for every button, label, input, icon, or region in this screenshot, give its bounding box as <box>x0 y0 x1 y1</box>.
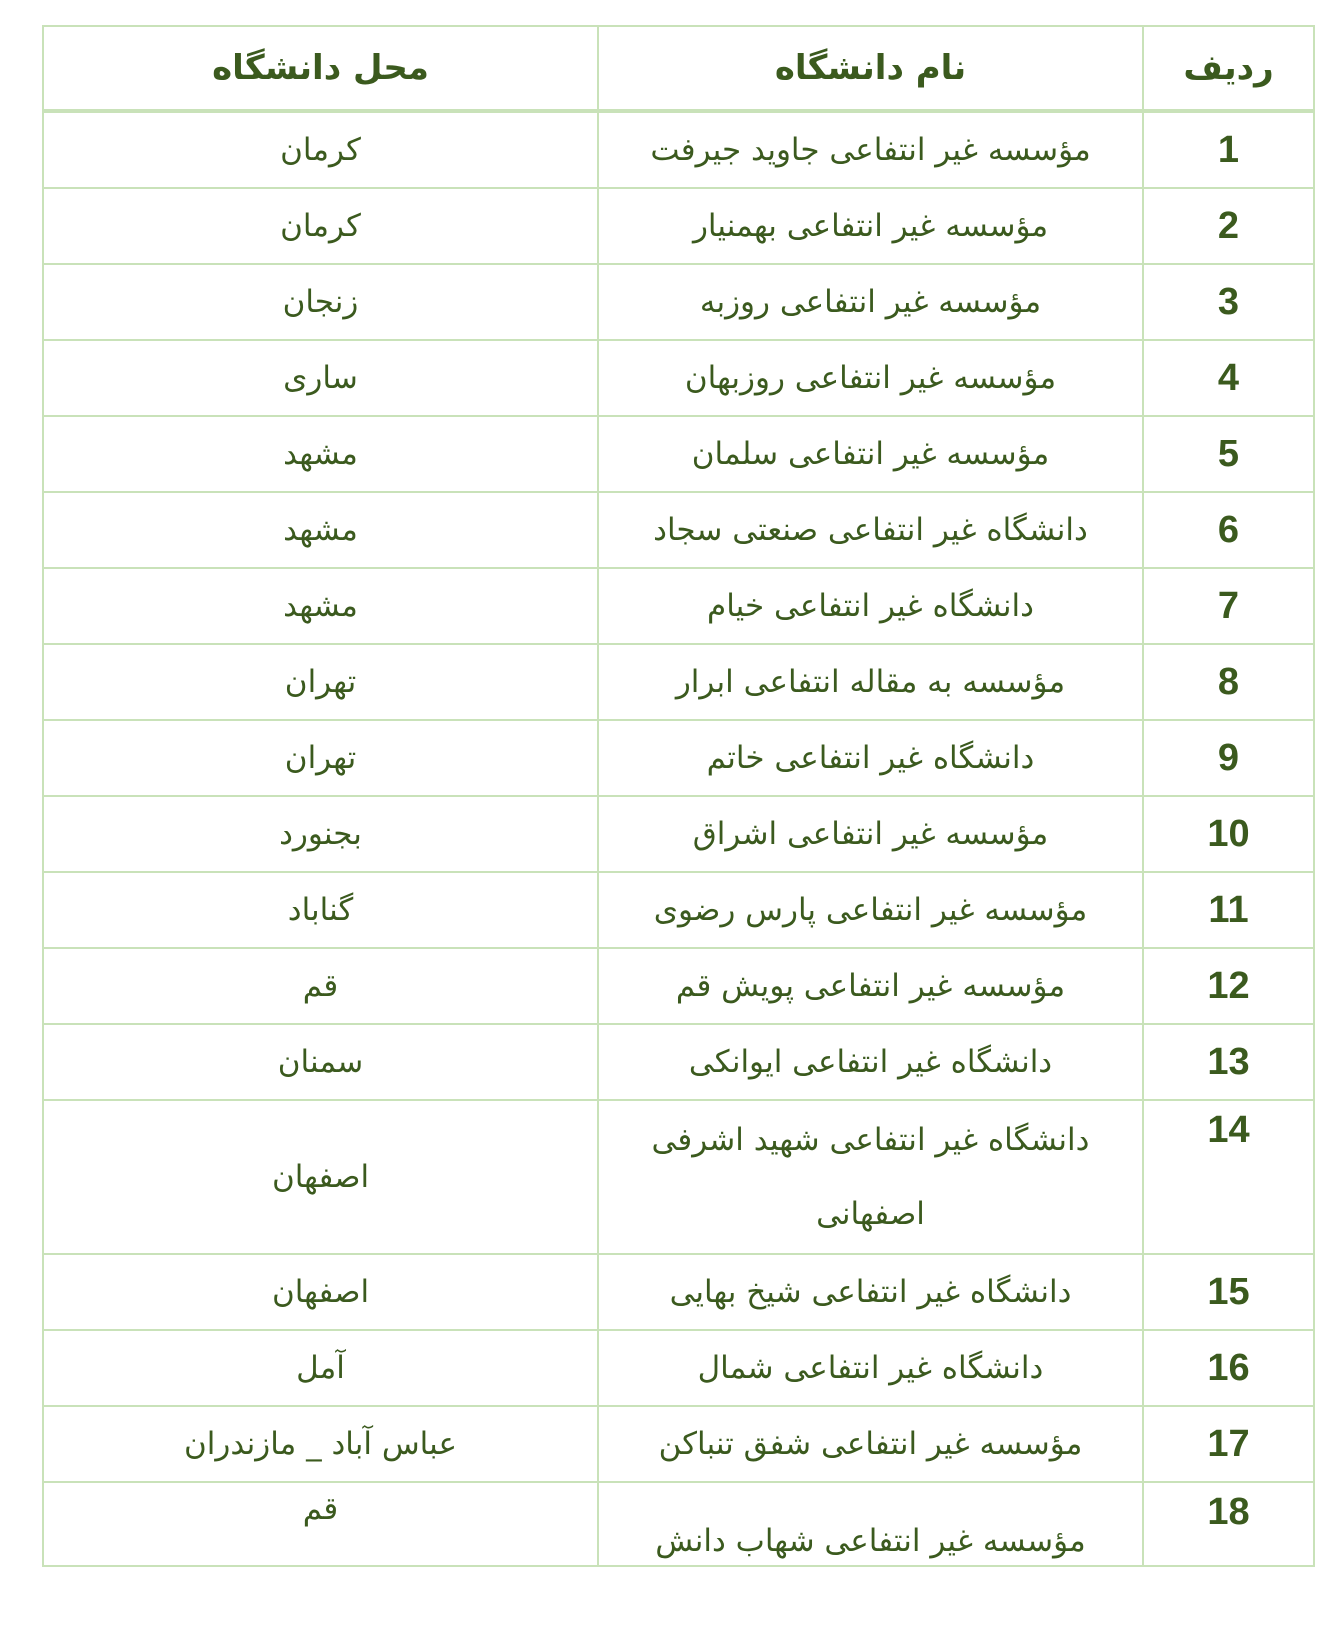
table-row <box>43 872 1314 948</box>
table-row <box>43 1330 1314 1406</box>
row-number: 13 <box>1143 1024 1314 1100</box>
row-number: 16 <box>1143 1330 1314 1406</box>
table-row <box>43 948 1314 1024</box>
table-row <box>43 1254 1314 1330</box>
university-location: اصفهان <box>43 1254 598 1330</box>
row-number: 1 <box>1143 111 1314 188</box>
row-number: 8 <box>1143 644 1314 720</box>
header-university-name: نام دانشگاه <box>598 26 1143 111</box>
university-name: مؤسسه غیر انتفاعی شفق تنباکن <box>598 1406 1143 1482</box>
table-row <box>43 1482 1314 1566</box>
table-row <box>43 340 1314 416</box>
header-row-number: ردیف <box>1143 26 1314 111</box>
table-row <box>43 492 1314 568</box>
table-row <box>43 1024 1314 1100</box>
university-name: مؤسسه غیر انتفاعی پویش قم <box>598 948 1143 1024</box>
university-location: عباس آباد _ مازندران <box>43 1406 598 1482</box>
row-number: 12 <box>1143 948 1314 1024</box>
row-number: 7 <box>1143 568 1314 644</box>
header-row <box>43 26 1314 111</box>
university-location: مشهد <box>43 492 598 568</box>
row-number: 3 <box>1143 264 1314 340</box>
university-location: قم <box>43 1482 598 1566</box>
universities-table <box>42 25 1315 1567</box>
row-number: 2 <box>1143 188 1314 264</box>
row-number: 11 <box>1143 872 1314 948</box>
university-name: مؤسسه غیر انتفاعی سلمان <box>598 416 1143 492</box>
table-row <box>43 1100 1314 1254</box>
university-name: مؤسسه غیر انتفاعی شهاب دانش <box>598 1482 1143 1566</box>
table-row <box>43 111 1314 188</box>
university-location: اصفهان <box>43 1100 598 1254</box>
header-university-location: محل دانشگاه <box>43 26 598 111</box>
university-name: مؤسسه غیر انتفاعی بهمنیار <box>598 188 1143 264</box>
university-location: زنجان <box>43 264 598 340</box>
university-name: مؤسسه غیر انتفاعی اشراق <box>598 796 1143 872</box>
university-location: تهران <box>43 720 598 796</box>
university-name: دانشگاه غیر انتفاعی صنعتی سجاد <box>598 492 1143 568</box>
university-location: بجنورد <box>43 796 598 872</box>
table-row <box>43 188 1314 264</box>
university-name: دانشگاه غیر انتفاعی شمال <box>598 1330 1143 1406</box>
row-number: 6 <box>1143 492 1314 568</box>
row-number: 10 <box>1143 796 1314 872</box>
table-body <box>43 111 1314 1566</box>
table-row <box>43 1406 1314 1482</box>
university-location: تهران <box>43 644 598 720</box>
row-number: 17 <box>1143 1406 1314 1482</box>
university-location: کرمان <box>43 188 598 264</box>
university-name: مؤسسه غیر انتفاعی جاوید جیرفت <box>598 111 1143 188</box>
table-row <box>43 568 1314 644</box>
university-name: مؤسسه غیر انتفاعی پارس رضوی <box>598 872 1143 948</box>
row-number: 14 <box>1143 1100 1314 1254</box>
university-name: دانشگاه غیر انتفاعی شهید اشرفی اصفهانی <box>598 1100 1143 1254</box>
university-name: دانشگاه غیر انتفاعی ایوانکی <box>598 1024 1143 1100</box>
university-name: دانشگاه غیر انتفاعی خاتم <box>598 720 1143 796</box>
table-row <box>43 644 1314 720</box>
university-name: مؤسسه به مقاله انتفاعی ابرار <box>598 644 1143 720</box>
row-number: 5 <box>1143 416 1314 492</box>
university-name: دانشگاه غیر انتفاعی خیام <box>598 568 1143 644</box>
university-location: کرمان <box>43 111 598 188</box>
table-row <box>43 720 1314 796</box>
table-row <box>43 416 1314 492</box>
university-location: قم <box>43 948 598 1024</box>
university-location: مشهد <box>43 568 598 644</box>
table-row <box>43 264 1314 340</box>
table-header <box>43 26 1314 111</box>
university-location: ساری <box>43 340 598 416</box>
university-name: مؤسسه غیر انتفاعی روزبه <box>598 264 1143 340</box>
university-name: مؤسسه غیر انتفاعی روزبهان <box>598 340 1143 416</box>
university-location: سمنان <box>43 1024 598 1100</box>
university-name: دانشگاه غیر انتفاعی شیخ بهایی <box>598 1254 1143 1330</box>
university-location: آمل <box>43 1330 598 1406</box>
university-location: گناباد <box>43 872 598 948</box>
row-number: 18 <box>1143 1482 1314 1566</box>
row-number: 15 <box>1143 1254 1314 1330</box>
row-number: 4 <box>1143 340 1314 416</box>
row-number: 9 <box>1143 720 1314 796</box>
table-row <box>43 796 1314 872</box>
university-location: مشهد <box>43 416 598 492</box>
